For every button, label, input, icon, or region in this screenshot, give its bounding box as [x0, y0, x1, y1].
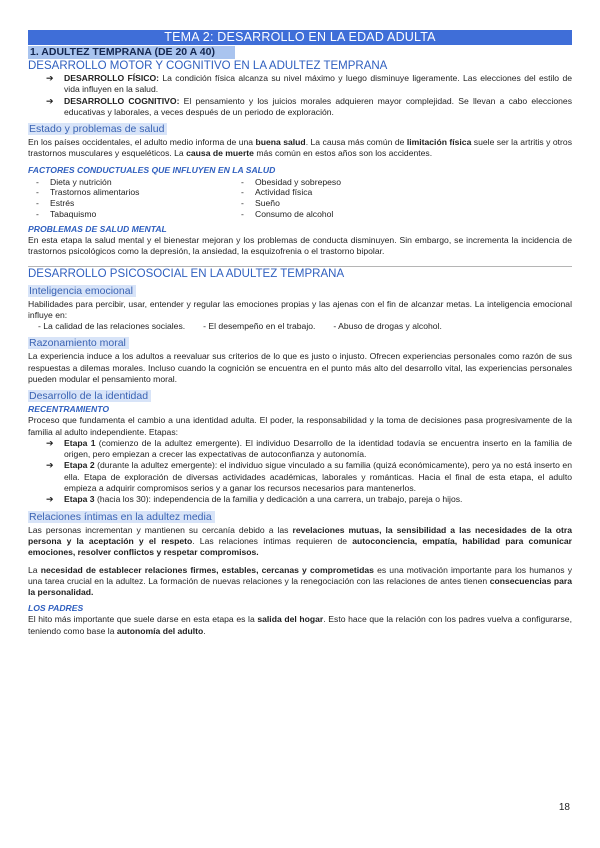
intel-list [28, 321, 572, 332]
list-item: - Sueño [241, 197, 280, 208]
arrow-icon: ➔ [46, 73, 54, 83]
salud-heading: Estado y problemas de salud [28, 123, 167, 135]
list-item: - Consumo de alcohol [241, 208, 334, 219]
item-text: El pensamiento y los juicios morales adquieren mayor complejidad. Se llevan a cabo elecciones educativas y laborales, a veces después de un periodo de exploración. [64, 95, 572, 117]
item-label: DESARROLLO FÍSICO: [64, 73, 160, 83]
psico-heading: DESARROLLO PSICOSOCIAL EN LA ADULTEZ TEMPRANA [28, 267, 345, 280]
list-item: - Dieta y nutrición [36, 176, 112, 187]
factores-list [28, 177, 572, 219]
mental-heading: PROBLEMAS DE SALUD MENTAL [28, 224, 167, 235]
moral-heading: Razonamiento moral [28, 337, 129, 349]
page-number: 18 [558, 802, 570, 813]
list-item [28, 96, 572, 119]
arrow-icon: ➔ [46, 494, 54, 505]
identidad-paragraph: Proceso que fundamenta el cambio a una identidad adulta. El poder, la responsabilidad y la toma de decisiones pasa progresivamente de la familia al adulto independiente. Etapas: [28, 415, 572, 437]
identidad-heading: Desarrollo de la identidad [28, 390, 151, 402]
list-item: - Trastornos alimentarios [36, 187, 140, 198]
relaciones-paragraph-1: Las personas incrementan y mantienen su cercanía debido a las revelaciones mutuas, la sensibilidad a las necesidades de la otra persona y la aceptación y el respeto. Las relaciones íntimas requieren de autoconciencia, empatía, habilidad para comunicar emociones, resolver conflictos y respetar compromisos. [28, 524, 573, 558]
list-item: - El desempeño en el trabajo. [203, 321, 316, 332]
intel-paragraph: Habilidades para percibir, usar, entender y regular las emociones propias y las ajenas con el fin de alcanzar metas. La inteligencia emocional influye en: [28, 298, 572, 321]
divider [28, 266, 572, 267]
padres-heading: LOS PADRES [28, 603, 84, 614]
page-title: TEMA 2: DESARROLLO EN LA EDAD ADULTA [28, 30, 572, 45]
moral-paragraph: La experiencia induce a los adultos a reevaluar sus criterios de lo que es justo o injusto. Ofrecen experiencias personales como razón de sus respuestas a dilemas morales. Incluso cuando la cognición se encuentra en el punto más alto del desarrollo vital, las experiencias personales pueden modular el pensamiento moral. [28, 351, 572, 384]
arrow-icon: ➔ [46, 95, 54, 106]
mental-paragraph: En esta etapa la salud mental y el bienestar mejoran y los problemas de conducta disminuyen. Sin embargo, se incrementa la incidencia de trastornos psicológicos como la depresión, la ansiedad, la esquizofrenia o el trastorno bipolar. [28, 235, 572, 257]
etapas-list [28, 438, 572, 506]
arrow-icon: ➔ [46, 460, 54, 471]
item-label: DESARROLLO COGNITIVO: [64, 95, 180, 106]
relaciones-heading: Relaciones íntimas en la adultez media [28, 511, 215, 523]
list-item: - Estrés [36, 197, 75, 208]
list-item [28, 73, 572, 96]
list-item: ➔ Etapa 3 (hacia los 30): independencia de la familia y dedicación a una carrera, un trabajo, pareja o hijos. [46, 494, 463, 505]
salud-paragraph: En los países occidentales, el adulto medio informa de una buena salud. La causa más común de limitación física suele ser la artritis y otros trastornos musculares y esqueléticos. La causa de muerte más común en estos años son los accidentes. [28, 137, 572, 159]
list-item: - La calidad de las relaciones sociales. [38, 321, 186, 332]
motor-list [28, 73, 572, 118]
recentramiento-heading: RECENTRAMIENTO [28, 404, 110, 415]
padres-paragraph: El hito más importante que suele darse en esta etapa es la salida del hogar. Esto hace que la relación con los padres vuelva a configurarse, teniendo como base la autonomía del adulto. [28, 614, 572, 636]
list-item: - Tabaquismo [36, 208, 97, 219]
list-item: ➔ Etapa 2 (durante la adultez emergente): el individuo sigue vinculado a su familia (quizá económicamente), pero ya no está inserto en ella. Etapa de exploración de diversas actividades académicas, laborales y románticas. Hacia el final de esta etapa, el adulto empieza a adquirir compromisos serios y a ganar los recursos necesarios para mantenerlos. [46, 460, 572, 494]
list-item: - Abuso de drogas y alcohol. [333, 321, 442, 332]
arrow-icon: ➔ [46, 437, 54, 448]
intel-heading: Inteligencia emocional [28, 285, 136, 297]
document-page [28, 30, 572, 637]
item-text: La condición física alcanza su nivel máximo y luego disminuye ligeramente. Las elecciones del estilo de vida influyen en la salud. [64, 73, 572, 95]
section-heading: 1. ADULTEZ TEMPRANA (DE 20 A 40) [28, 46, 235, 59]
relaciones-paragraph-2: La necesidad de establecer relaciones firmes, estables, cercanas y comprometidas es una motivación importante para los humanos y una tarea crucial en la adultez. La formación de nuevas relaciones y la renegociación con las relaciones de antes tienen consecuencias para la personalidad. [28, 564, 572, 598]
list-item: - Obesidad y sobrepeso [241, 176, 341, 187]
motor-heading: DESARROLLO MOTOR Y COGNITIVO EN LA ADULTEZ TEMPRANA [28, 60, 388, 72]
list-item: ➔ Etapa 1 (comienzo de la adultez emergente). El individuo Desarrollo de la identidad todavía se encuentra inserto en la familia de origen, pero empiezan a crecer las expectativas de autoconfianza y autonomía. [46, 437, 573, 460]
factores-heading: FACTORES CONDUCTUALES QUE INFLUYEN EN LA SALUD [28, 164, 276, 175]
list-item: - Actividad física [241, 187, 313, 198]
